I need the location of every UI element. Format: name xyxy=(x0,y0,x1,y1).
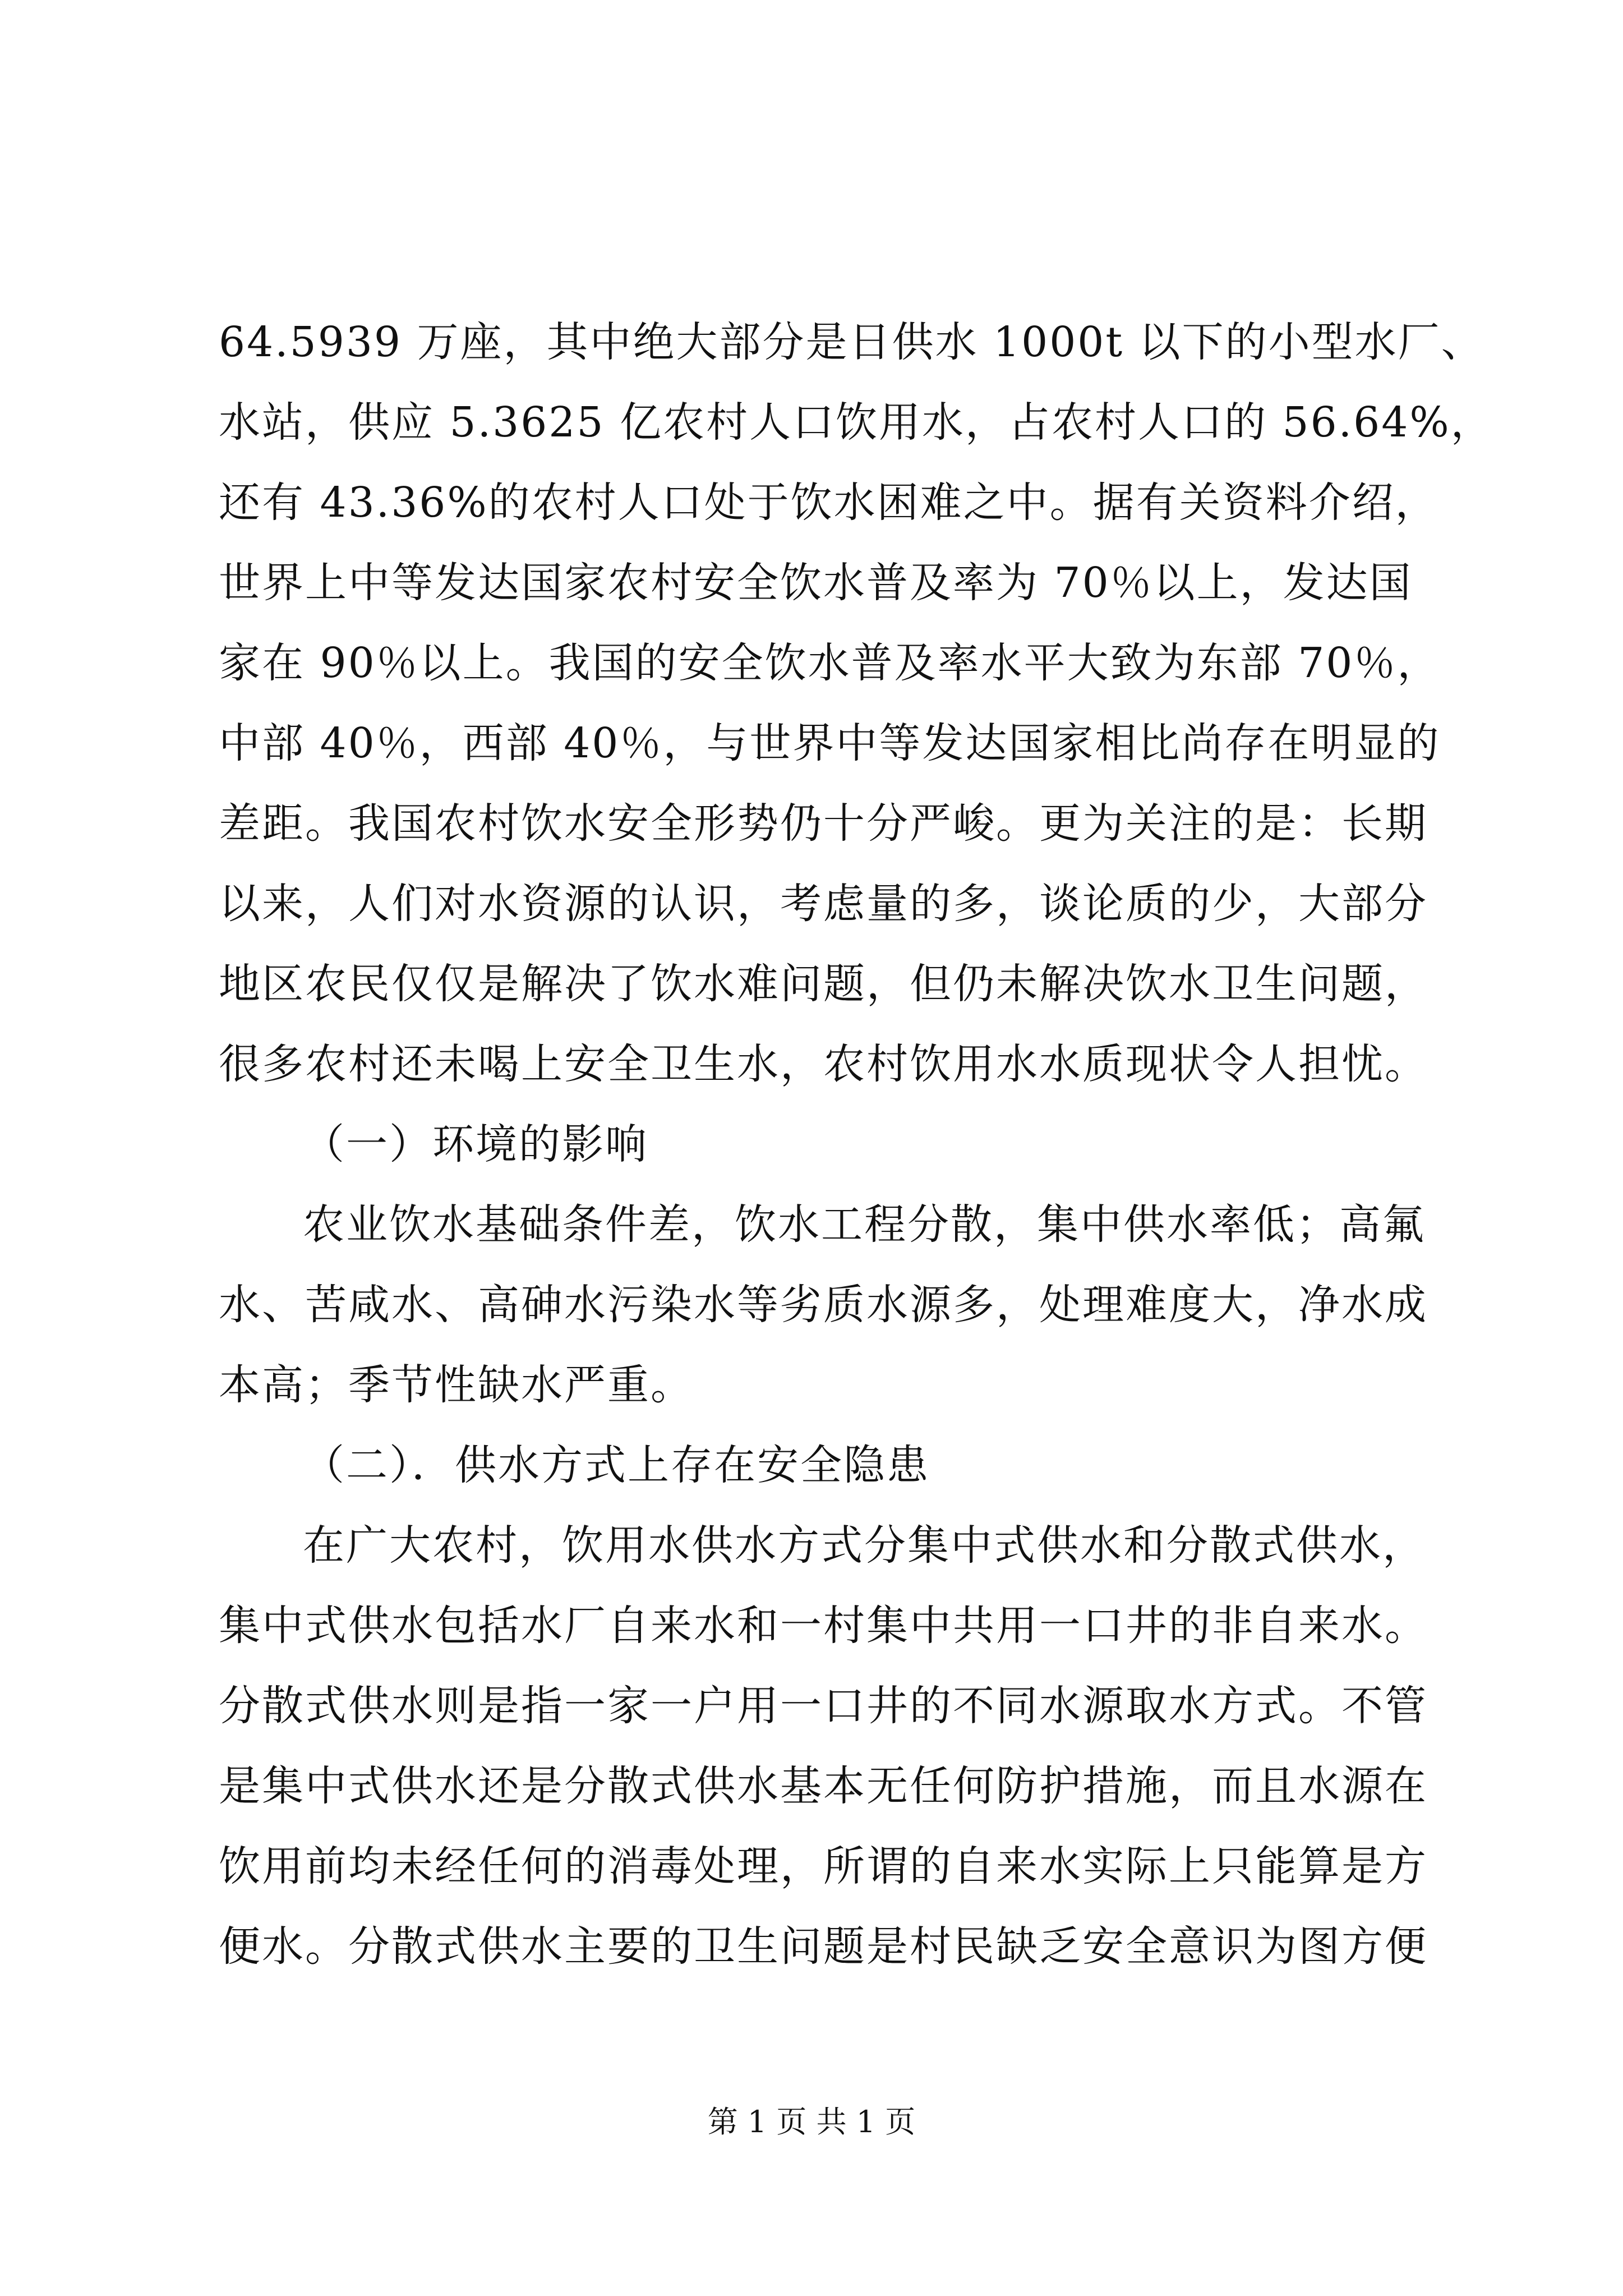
text-line: 饮用前均未经任何的消毒处理，所谓的自来水实际上只能算是方 xyxy=(219,1842,1428,1890)
section-heading: （一）环境的影响 xyxy=(303,1120,648,1168)
page-number-label: 第 1 页 共 1 页 xyxy=(707,2104,916,2139)
text-line: 以来，人们对水资源的认识，考虑量的多，谈论质的少，大部分 xyxy=(219,880,1428,928)
text-line: 还有 43.36%的农村人口处于饮水困难之中。据有关资料介绍， xyxy=(219,478,1438,527)
text-line: 差距。我国农村饮水安全形势仍十分严峻。更为关注的是：长期 xyxy=(219,799,1428,848)
text-line: 很多农村还未喝上安全卫生水，农村饮用水水质现状令人担忧。 xyxy=(219,1040,1428,1088)
page-footer xyxy=(0,2102,1623,2142)
section-heading: （二）．供水方式上存在安全隐患 xyxy=(303,1441,930,1489)
text-line: 水、苦咸水、高砷水污染水等劣质水源多，处理难度大，净水成 xyxy=(219,1281,1428,1329)
text-line: 集中式供水包括水厂自来水和一村集中共用一口井的非自来水。 xyxy=(219,1602,1428,1650)
text-line: 64.5939 万座，其中绝大部分是日供水 1000t 以下的小型水厂、 xyxy=(219,318,1484,366)
text-line: 地区农民仅仅是解决了饮水难问题，但仍未解决饮水卫生问题， xyxy=(219,960,1428,1008)
text-line: 本高；季节性缺水严重。 xyxy=(219,1361,694,1409)
text-line: 在广大农村，饮用水供水方式分集中式供水和分散式供水， xyxy=(303,1521,1426,1570)
text-line: 农业饮水基础条件差，饮水工程分散，集中供水率低；高氟 xyxy=(303,1200,1426,1249)
text-line: 是集中式供水还是分散式供水基本无任何防护措施，而且水源在 xyxy=(219,1762,1428,1810)
text-line: 便水。分散式供水主要的卫生问题是村民缺乏安全意识为图方便 xyxy=(219,1922,1428,1971)
text-line: 世界上中等发达国家农村安全饮水普及率为 70％以上，发达国 xyxy=(219,559,1413,607)
text-line: 分散式供水则是指一家一户用一口井的不同水源取水方式。不管 xyxy=(219,1682,1428,1730)
text-line: 水站，供应 5.3625 亿农村人口饮用水，占农村人口的 56.64%， xyxy=(219,398,1494,447)
text-line: 中部 40％，西部 40％，与世界中等发达国家相比尚存在明显的 xyxy=(219,719,1441,767)
text-line: 家在 90％以上。我国的安全饮水普及率水平大致为东部 70％， xyxy=(219,639,1441,687)
